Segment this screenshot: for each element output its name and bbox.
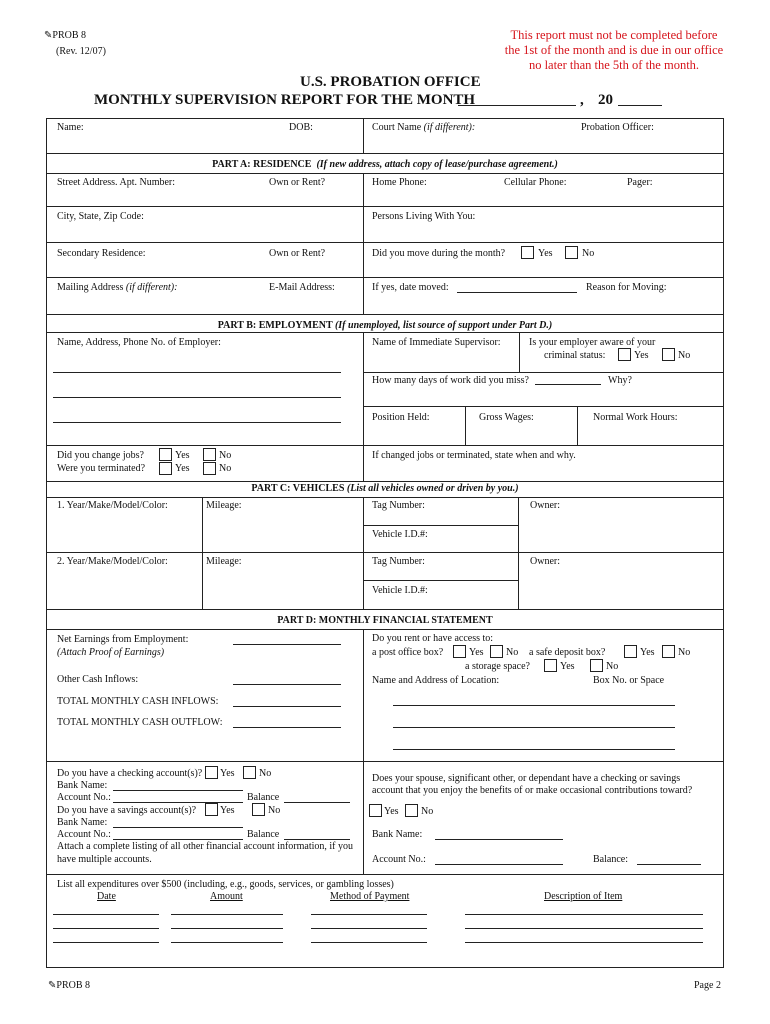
form-id: ✎PROB 8 — [44, 30, 87, 41]
location-line-2[interactable] — [393, 727, 675, 728]
days-missed-label: How many days of work did you miss? — [372, 375, 529, 386]
footer-form-id: ✎PROB 8 — [48, 980, 91, 991]
checking-question: Do you have a checking account(s)? — [57, 768, 203, 779]
expenditures-label: List all expenditures over $500 (including, e.g., goods, services, or gambling losses) — [57, 879, 394, 890]
vehicle-1-mileage-label: Mileage: — [206, 500, 242, 511]
notice-line-1: This report must not be completed before — [510, 28, 718, 42]
spouse-account-line-2: account that you enjoy the benefits of or make occasional contributions toward? — [372, 785, 693, 796]
employer-line-3[interactable] — [53, 422, 341, 423]
gross-wages-label: Gross Wages: — [479, 412, 534, 423]
total-inflows-field[interactable] — [233, 706, 341, 707]
divider — [47, 629, 723, 630]
spouse-account-label: Account No.: — [372, 854, 426, 865]
safe-deposit-no-checkbox[interactable] — [662, 645, 675, 658]
location-line-3[interactable] — [393, 749, 675, 750]
month-field[interactable] — [458, 105, 576, 106]
divider — [577, 406, 578, 445]
spouse-no-label: No — [421, 806, 434, 817]
own-rent-label: Own or Rent? — [269, 177, 326, 188]
notice-line-3: no later than the 5th of the month. — [528, 58, 700, 72]
part-d-title: PART D: MONTHLY FINANCIAL STATEMENT — [277, 615, 493, 626]
vehicle-2-mileage-label: Mileage: — [206, 556, 242, 567]
checking-no-checkbox[interactable] — [243, 766, 256, 779]
location-label: Name and Address of Location: — [372, 675, 500, 686]
employer-line-2[interactable] — [53, 397, 341, 398]
street-address-label: Street Address. Apt. Number: — [57, 177, 176, 188]
spouse-balance-field[interactable] — [637, 864, 701, 865]
email-label: E-Mail Address: — [269, 282, 335, 293]
terminated-no-checkbox[interactable] — [203, 462, 216, 475]
checking-balance-field[interactable] — [284, 802, 350, 803]
col-description-header: Description of Item — [544, 891, 623, 902]
comma: , — [580, 92, 584, 108]
total-inflows-label: TOTAL MONTHLY CASH INFLOWS: — [57, 696, 219, 707]
why-label: Why? — [608, 375, 632, 386]
aware-no-checkbox[interactable] — [662, 348, 675, 361]
po-box-label: a post office box? — [372, 647, 444, 658]
po-box-no-label: No — [506, 647, 519, 658]
total-outflow-label: TOTAL MONTHLY CASH OUTFLOW: — [57, 717, 223, 728]
checking-yes-checkbox[interactable] — [205, 766, 218, 779]
city-label: City, State, Zip Code: — [57, 211, 144, 222]
expenditure-description-field[interactable] — [465, 914, 703, 915]
divider — [47, 552, 723, 553]
vehicle-1-owner-label: Owner: — [530, 500, 560, 511]
checking-bank-name-field[interactable] — [113, 790, 243, 791]
attach-listing-line-1: Attach a complete listing of all other financial account information, if you — [57, 841, 354, 852]
divider — [363, 525, 518, 526]
box-no-label: Box No. or Space — [593, 675, 665, 686]
moved-no-label: No — [582, 248, 595, 259]
expenditure-method-field[interactable] — [311, 914, 427, 915]
spouse-account-line-1: Does your spouse, significant other, or dependant have a checking or savings — [372, 773, 681, 784]
spouse-no-checkbox[interactable] — [405, 804, 418, 817]
storage-label: a storage space? — [465, 661, 530, 672]
divider — [47, 153, 723, 154]
employer-label: Name, Address, Phone No. of Employer: — [57, 337, 221, 348]
savings-balance-label: Balance — [247, 829, 280, 840]
expenditure-amount-field[interactable] — [171, 914, 283, 915]
divider — [47, 609, 723, 610]
probation-officer-label: Probation Officer: — [581, 122, 654, 133]
storage-no-label: No — [606, 661, 619, 672]
position-label: Position Held: — [372, 412, 430, 423]
savings-yes-label: Yes — [220, 805, 235, 816]
divider — [363, 580, 518, 581]
terminated-label: Were you terminated? — [57, 463, 146, 474]
savings-bank-name-label: Bank Name: — [57, 817, 108, 828]
vehicle-2-vin-label: Vehicle I.D.#: — [372, 585, 428, 596]
part-b-title: PART B: EMPLOYMENT (If unemployed, list source of support under Part D.) — [217, 320, 553, 331]
divider — [47, 761, 723, 762]
other-inflows-field[interactable] — [233, 684, 341, 685]
po-box-yes-label: Yes — [469, 647, 484, 658]
office-title: U.S. PROBATION OFFICE — [300, 74, 481, 90]
terminated-no-label: No — [219, 463, 232, 474]
divider — [465, 406, 466, 445]
divider — [518, 497, 519, 609]
checking-bank-name-label: Bank Name: — [57, 780, 108, 791]
savings-account-field[interactable] — [113, 839, 243, 840]
divider — [47, 481, 723, 482]
change-jobs-label: Did you change jobs? — [57, 450, 144, 461]
date-moved-field[interactable] — [457, 292, 577, 293]
storage-yes-label: Yes — [560, 661, 575, 672]
spouse-yes-checkbox[interactable] — [369, 804, 382, 817]
expenditure-date-field[interactable] — [53, 942, 159, 943]
divider — [47, 206, 723, 207]
divider — [363, 372, 723, 373]
expenditure-method-field[interactable] — [311, 942, 427, 943]
checking-yes-label: Yes — [220, 768, 235, 779]
report-title: MONTHLY SUPERVISION REPORT FOR THE MONTH — [94, 92, 476, 108]
divider — [363, 119, 364, 153]
moved-yes-label: Yes — [538, 248, 553, 259]
rent-access-label: Do you rent or have access to: — [372, 633, 494, 644]
change-jobs-yes-checkbox[interactable] — [159, 448, 172, 461]
reason-moving-label: Reason for Moving: — [586, 282, 667, 293]
name-label: Name: — [57, 122, 84, 133]
checking-account-label: Account No.: — [57, 792, 111, 803]
col-method-header: Method of Payment — [330, 891, 410, 902]
vehicle-2-tag-label: Tag Number: — [372, 556, 425, 567]
spouse-yes-label: Yes — [384, 806, 399, 817]
expenditure-amount-field[interactable] — [171, 942, 283, 943]
net-earnings-label: Net Earnings from Employment: — [57, 634, 189, 645]
divider — [363, 629, 364, 874]
po-box-no-checkbox[interactable] — [490, 645, 503, 658]
vehicle-1-label: 1. Year/Make/Model/Color: — [57, 500, 168, 511]
po-box-yes-checkbox[interactable] — [453, 645, 466, 658]
court-name-label: Court Name (if different): — [372, 122, 476, 133]
aware-yes-label: Yes — [634, 350, 649, 361]
secondary-residence-label: Secondary Residence: — [57, 248, 146, 259]
vehicle-1-tag-label: Tag Number: — [372, 500, 425, 511]
revision: (Rev. 12/07) — [56, 46, 106, 57]
days-missed-field[interactable] — [535, 384, 601, 385]
checking-no-label: No — [259, 768, 272, 779]
divider — [202, 497, 203, 609]
employer-aware-label-1: Is your employer aware of your — [529, 337, 656, 348]
expenditure-amount-field[interactable] — [171, 928, 283, 929]
employer-aware-label-2: criminal status: — [544, 350, 606, 361]
vehicle-2-label: 2. Year/Make/Model/Color: — [57, 556, 168, 567]
savings-account-label: Account No.: — [57, 829, 111, 840]
location-line-1[interactable] — [393, 705, 675, 706]
change-jobs-no-label: No — [219, 450, 232, 461]
divider — [47, 242, 723, 243]
safe-deposit-no-label: No — [678, 647, 691, 658]
col-amount-header: Amount — [210, 891, 243, 902]
divider — [363, 406, 723, 407]
divider — [363, 332, 364, 481]
spouse-bank-name-label: Bank Name: — [372, 829, 423, 840]
home-phone-label: Home Phone: — [372, 177, 427, 188]
savings-bank-name-field[interactable] — [113, 827, 243, 828]
divider — [47, 314, 723, 315]
divider — [47, 497, 723, 498]
moved-yes-checkbox[interactable] — [521, 246, 534, 259]
moved-no-checkbox[interactable] — [565, 246, 578, 259]
supervisor-label: Name of Immediate Supervisor: — [372, 337, 501, 348]
terminated-yes-checkbox[interactable] — [159, 462, 172, 475]
expenditure-date-field[interactable] — [53, 928, 159, 929]
divider — [47, 332, 723, 333]
terminated-yes-label: Yes — [175, 463, 190, 474]
divider — [47, 173, 723, 174]
expenditure-description-field[interactable] — [465, 942, 703, 943]
checking-account-field[interactable] — [113, 802, 243, 803]
aware-yes-checkbox[interactable] — [618, 348, 631, 361]
mailing-address-label: Mailing Address (if different): — [57, 282, 178, 293]
vehicle-1-vin-label: Vehicle I.D.#: — [372, 529, 428, 540]
part-a-title: PART A: RESIDENCE (If new address, attach copy of lease/purchase agreement.) — [212, 159, 558, 170]
safe-deposit-yes-checkbox[interactable] — [624, 645, 637, 658]
proof-note: (Attach Proof of Earnings) — [57, 647, 165, 658]
vehicle-2-owner-label: Owner: — [530, 556, 560, 567]
notice-line-2: the 1st of the month and is due in our office — [504, 43, 724, 57]
divider — [519, 332, 520, 372]
if-changed-label: If changed jobs or terminated, state when and why. — [372, 450, 576, 461]
storage-yes-checkbox[interactable] — [544, 659, 557, 672]
work-hours-label: Normal Work Hours: — [593, 412, 678, 423]
safe-deposit-label: a safe deposit box? — [529, 647, 606, 658]
expenditure-method-field[interactable] — [311, 928, 427, 929]
aware-no-label: No — [678, 350, 691, 361]
net-earnings-field[interactable] — [233, 644, 341, 645]
savings-no-label: No — [268, 805, 281, 816]
report-form — [46, 118, 724, 968]
divider — [363, 173, 364, 314]
spouse-bank-name-field[interactable] — [435, 839, 563, 840]
savings-balance-field[interactable] — [284, 839, 350, 840]
part-c-title: PART C: VEHICLES (List all vehicles owned or driven by you.) — [251, 483, 519, 494]
date-moved-label: If yes, date moved: — [372, 282, 449, 293]
employer-line-1[interactable] — [53, 372, 341, 373]
page-number: Page 2 — [694, 980, 721, 991]
expenditure-description-field[interactable] — [465, 928, 703, 929]
savings-yes-checkbox[interactable] — [205, 803, 218, 816]
change-jobs-yes-label: Yes — [175, 450, 190, 461]
spouse-account-field[interactable] — [435, 864, 563, 865]
change-jobs-no-checkbox[interactable] — [203, 448, 216, 461]
pager-label: Pager: — [627, 177, 653, 188]
checking-balance-label: Balance — [247, 792, 280, 803]
moved-question: Did you move during the month? — [372, 248, 506, 259]
savings-question: Do you have a savings account(s)? — [57, 805, 197, 816]
expenditure-date-field[interactable] — [53, 914, 159, 915]
year-prefix: 20 — [598, 92, 613, 108]
divider — [47, 277, 723, 278]
savings-no-checkbox[interactable] — [252, 803, 265, 816]
dob-label: DOB: — [289, 122, 313, 133]
total-outflow-field[interactable] — [233, 727, 341, 728]
deadline-notice — [480, 28, 748, 73]
cell-phone-label: Cellular Phone: — [504, 177, 567, 188]
year-field[interactable] — [618, 105, 662, 106]
safe-deposit-yes-label: Yes — [640, 647, 655, 658]
col-date-header: Date — [97, 891, 116, 902]
spouse-balance-label: Balance: — [593, 854, 628, 865]
storage-no-checkbox[interactable] — [590, 659, 603, 672]
divider — [47, 874, 723, 875]
persons-living-label: Persons Living With You: — [372, 211, 476, 222]
attach-listing-line-2: have multiple accounts. — [57, 854, 152, 865]
divider — [47, 445, 723, 446]
divider — [363, 497, 364, 609]
other-inflows-label: Other Cash Inflows: — [57, 674, 139, 685]
own-rent-label-2: Own or Rent? — [269, 248, 326, 259]
